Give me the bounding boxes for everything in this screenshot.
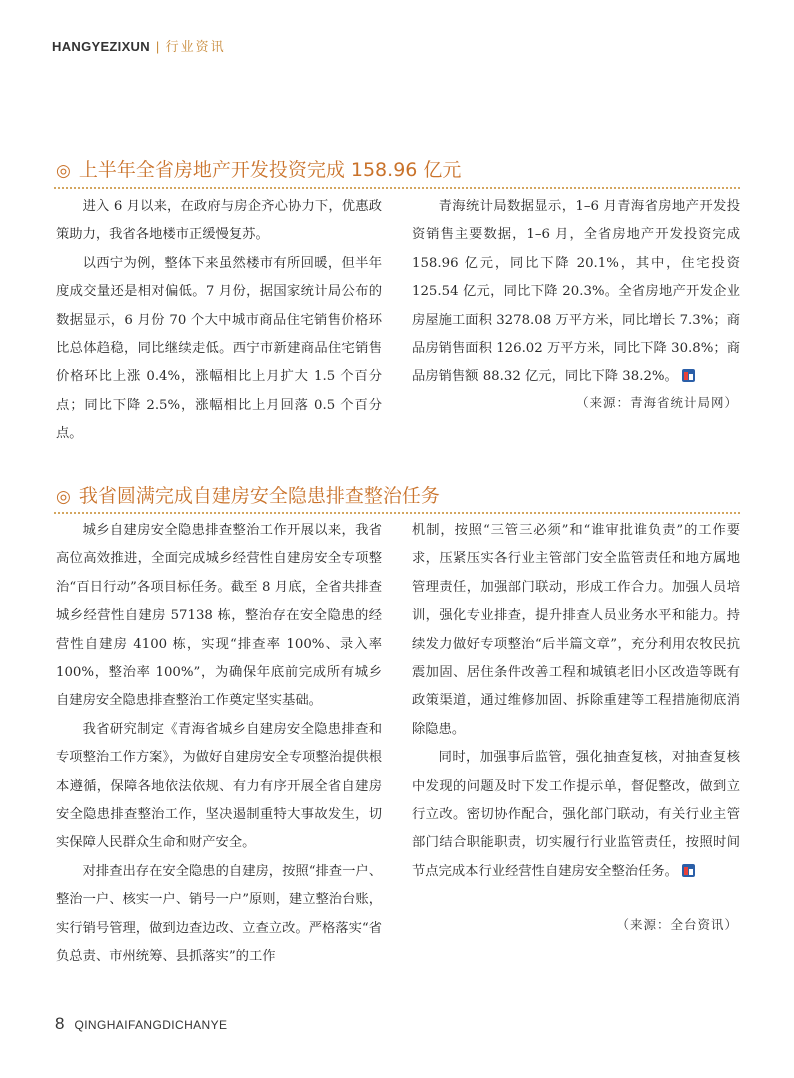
paragraph: 对排查出存在安全隐患的自建房，按照“排查一户、整治一户、核实一户、销号一户”原则，建立整治台账，实行销号管理，做到边查边改、立查立改。严格落实“省负总责、市州统筹、县抓落实”的工作: [56, 863, 382, 965]
paragraph: [412, 193, 740, 392]
paragraph: 城乡自建房安全隐患排查整治工作开展以来，我省高位高效推进，全面完成城乡经营性自建房安全专项整治“百日行动”各项目标任务。截至 8 月底，全省共排查城乡经营性自建房 57138 栋，整治存在安全隐患的经营性自建房 4100 栋，实现“排查率 100%、录入率 100%，整治率 100%”，为确保年底前完成所有城乡自建房安全隐患排查整治工作奠定坚实基础。: [56, 523, 382, 709]
article2-right-column: [412, 517, 740, 886]
paragraph-text: 同时，加强事后监管，强化抽查复核，对抽查复核中发现的问题及时下发工作提示单，督促整改，做到立行立改。密切协作配合，强化部门联动，有关行业主管部门结合职能职责，切实履行行业监管责任，按照时间节点完成本行业经营性自建房安全整治任务。: [412, 750, 740, 879]
bullseye-icon: ◎: [56, 487, 71, 507]
header-separator: |: [155, 39, 160, 54]
article2-source: （来源：全台资讯）: [616, 917, 738, 932]
article2-title: [56, 484, 440, 509]
article1-title-text: 上半年全省房地产开发投资完成 158.96 亿元: [78, 159, 462, 181]
header-brand: HANGYEZIXUN: [52, 39, 150, 54]
paragraph: 我省研究制定《青海省城乡自建房安全隐患排查和专项整治工作方案》，为做好自建房安全专项整治提供根本遵循，保障各地依法依规、有力有序开展全省自建房安全隐患排查整治工作，坚决遏制重特大事故发生，切实保障人民群众生命和财产安全。: [56, 721, 382, 851]
paragraph: 机制，按照“三管三必须”和“谁审批谁负责”的工作要求，压紧压实各行业主管部门安全监管责任和地方属地管理责任，加强部门联动，形成工作合力。加强人员培训，强化专业排查，提升排查人员业务水平和能力。持续发力做好专项整治“后半篇文章”，充分利用农牧民抗震加固、居住条件改善工程和城镇老旧小区改造等既有政策渠道，通过维修加固、拆除重建等工程措施彻底消除隐患。: [412, 523, 740, 737]
title-divider: [54, 512, 740, 514]
article2-left-column: [56, 517, 382, 972]
page-number: 8: [55, 1014, 65, 1033]
paragraph: 以西宁为例，整体下来虽然楼市有所回暖，但半年度成交量还是相对偏低。7 月份，据国家统计局公布的数据显示，6 月份 70 个大中城市商品住宅销售价格环比总体趋稳，同比继续走低。西宁市新建商品住宅销售价格环比上涨 0.4%，涨幅相比上月扩大 1.5 个百分点；同比下降 2.5%，涨幅相比上月回落 0.5 个百分点。: [56, 255, 382, 442]
header-category: 行业资讯: [165, 39, 226, 54]
bullseye-icon: ◎: [56, 161, 71, 181]
article1-source: （来源：青海省统计局网）: [575, 395, 738, 410]
magazine-logo-icon: [682, 864, 695, 877]
paragraph: [412, 744, 740, 886]
magazine-logo-icon: [682, 369, 695, 382]
article1-right-column: [412, 193, 740, 392]
article1-title: [56, 158, 461, 183]
article1-left-column: [56, 193, 382, 449]
page-footer: [55, 1014, 227, 1034]
paragraph: 进入 6 月以来，在政府与房企齐心协力下，优惠政策助力，我省各地楼市正缓慢复苏。: [56, 199, 382, 243]
article2-title-text: 我省圆满完成自建房安全隐患排查整治任务: [78, 485, 440, 507]
title-divider: [54, 187, 740, 189]
magazine-name: QINGHAIFANGDICHANYE: [74, 1018, 228, 1032]
paragraph-text: 青海统计局数据显示，1–6 月青海省房地产开发投资销售主要数据，1–6 月，全省房地产开发投资完成 158.96 亿元，同比下降 20.1%，其中，住宅投资 125.54 亿元，同比下降 20.3%。全省房地产开发企业房屋施工面积 3278.08 万平方米，同比增长 7.3%；商品房销售面积 126.02 万平方米，同比下降 30.8%；商品房销售额 88.32 亿元，同比下降 38.2%。: [412, 199, 740, 385]
running-header: [52, 36, 226, 55]
